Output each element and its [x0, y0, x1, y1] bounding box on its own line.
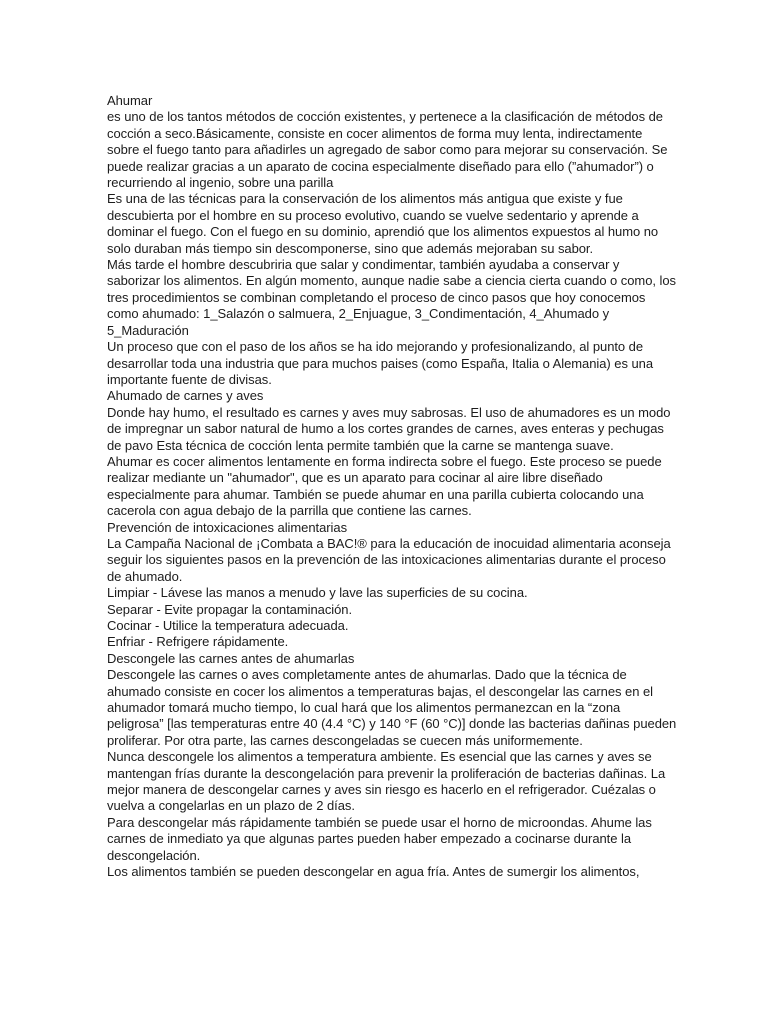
text-line: de impregnar un sabor natural de humo a los cortes grandes de carnes, aves enteras y pechugas [107, 421, 664, 437]
text-line: vuelva a congelarlas en un plazo de 2 días. [107, 798, 355, 814]
text-line: peligrosa” [las temperaturas entre 40 (4.4 °C) y 140 °F (60 °C)] donde las bacterias dañinas pueden [107, 716, 677, 732]
text-line: Limpiar - Lávese las manos a menudo y lave las superficies de su cocina. [107, 585, 528, 601]
text-line: ahumador tomará mucho tiempo, lo cual hará que los alimentos permanezcan en la “zona [107, 700, 621, 716]
text-line: proliferar. Por otra parte, las carnes descongeladas se cuecen más uniformemente. [107, 732, 583, 748]
text-line: 5_Maduración [107, 322, 189, 338]
text-line: descubierta por el hombre en su proceso evolutivo, cuando se vuelve sedentario y aprende a [107, 207, 639, 223]
text-line: carnes de inmediato ya que algunas partes pueden haber empezado a cocinarse durante la [107, 831, 632, 847]
text-line: Para descongelar más rápidamente también se puede usar el horno de microondas. Ahume las [107, 814, 652, 830]
text-line: Separar - Evite propagar la contaminación. [107, 601, 353, 617]
text-line: especialmente para ahumar. También se puede ahumar en una parilla cubierta colocando una [107, 486, 644, 502]
text-line: Ahumar es cocer alimentos lentamente en forma indirecta sobre el fuego. Este proceso se puede [107, 453, 662, 469]
text-line: Descongele las carnes antes de ahumarlas [107, 650, 355, 666]
text-line: es uno de los tantos métodos de cocción existentes, y pertenece a la clasificación de métodos de [107, 109, 663, 125]
text-line: Donde hay humo, el resultado es carnes y aves muy sabrosas. El uso de ahumadores es un modo [107, 404, 671, 420]
text-line: Ahumado de carnes y aves [107, 388, 264, 404]
text-line: Más tarde el hombre descubriria que salar y condimentar, también ayudaba a conservar y [107, 257, 620, 273]
document-page [107, 93, 677, 881]
text-line: seguir los siguientes pasos en la prevención de las intoxicaciones alimentarias durante el proceso [107, 552, 666, 568]
text-line: ahumado consiste en cocer los alimentos a temperaturas bajas, el descongelar las carnes en el [107, 683, 653, 699]
text-line: cacerola con agua debajo de la parrilla que contiene las carnes. [107, 503, 472, 519]
text-line: dominar el fuego. Con el fuego en su dominio, aprendió que los alimentos expuestos al humo no [107, 224, 659, 240]
text-line: Descongele las carnes o aves completamente antes de ahumarlas. Dado que la técnica de [107, 667, 627, 683]
text-line: realizar mediante un "ahumador", que es un aparato para cocinar al aire libre diseñado [107, 470, 603, 486]
text-line: tres procedimientos se combinan completando el proceso de cinco pasos que hoy conocemos [107, 289, 646, 305]
text-line: cocción a seco.Básicamente, consiste en cocer alimentos de forma muy lenta, indirectamente [107, 125, 643, 141]
text-line: La Campaña Nacional de ¡Combata a BAC!® para la educación de inocuidad alimentaria aconseja [107, 535, 671, 551]
text-line: Un proceso que con el paso de los años se ha ido mejorando y profesionalizando, al punto de [107, 339, 644, 355]
text-line: mejor manera de descongelar carnes y aves sin riesgo es hacerlo en el refrigerador. Cuézalas o [107, 782, 656, 798]
text-line: Enfriar - Refrigere rápidamente. [107, 634, 289, 650]
text-line: mantengan frías durante la descongelación para prevenir la proliferación de bacterias dañinas. La [107, 765, 666, 781]
text-line: Los alimentos también se pueden descongelar en agua fría. Antes de sumergir los alimentos, [107, 864, 640, 880]
text-line: Prevención de intoxicaciones alimentarias [107, 519, 348, 535]
text-line: sobre el fuego tanto para añadirles un agregado de sabor como para mejorar su conservación. Se [107, 142, 668, 158]
text-line: Ahumar [107, 93, 153, 108]
text-line: de ahumado. [107, 568, 183, 584]
text-line: como ahumado: 1_Salazón o salmuera, 2_Enjuague, 3_Condimentación, 4_Ahumado y [107, 306, 610, 322]
text-line: saborizar los alimentos. En algún momento, aunque nadie sabe a ciencia cierta cuando o como, los [107, 273, 676, 289]
text-line: puede realizar gracias a un aparato de cocina especialmente diseñado para ello (”ahumador”) o [107, 158, 654, 174]
text-line: desarrollar toda una industria que para muchos paises (como España, Italia o Alemania) es una [107, 355, 654, 371]
text-line: importante fuente de divisas. [107, 371, 272, 387]
text-line: recurriendo al ingenio, sobre una parilla [107, 175, 334, 191]
text-line: Cocinar - Utilice la temperatura adecuada. [107, 618, 349, 633]
text-line: solo duraban más tiempo sin descomponerse, sino que además mejoraban su sabor. [107, 240, 594, 256]
text-line: de pavo Esta técnica de cocción lenta permite también que la carne se mantenga suave. [107, 437, 614, 453]
text-line: descongelación. [107, 847, 201, 863]
text-line: Es una de las técnicas para la conservación de los alimentos más antigua que existe y fue [107, 191, 623, 207]
text-line: Nunca descongele los alimentos a temperatura ambiente. Es esencial que las carnes y aves se [107, 749, 652, 765]
